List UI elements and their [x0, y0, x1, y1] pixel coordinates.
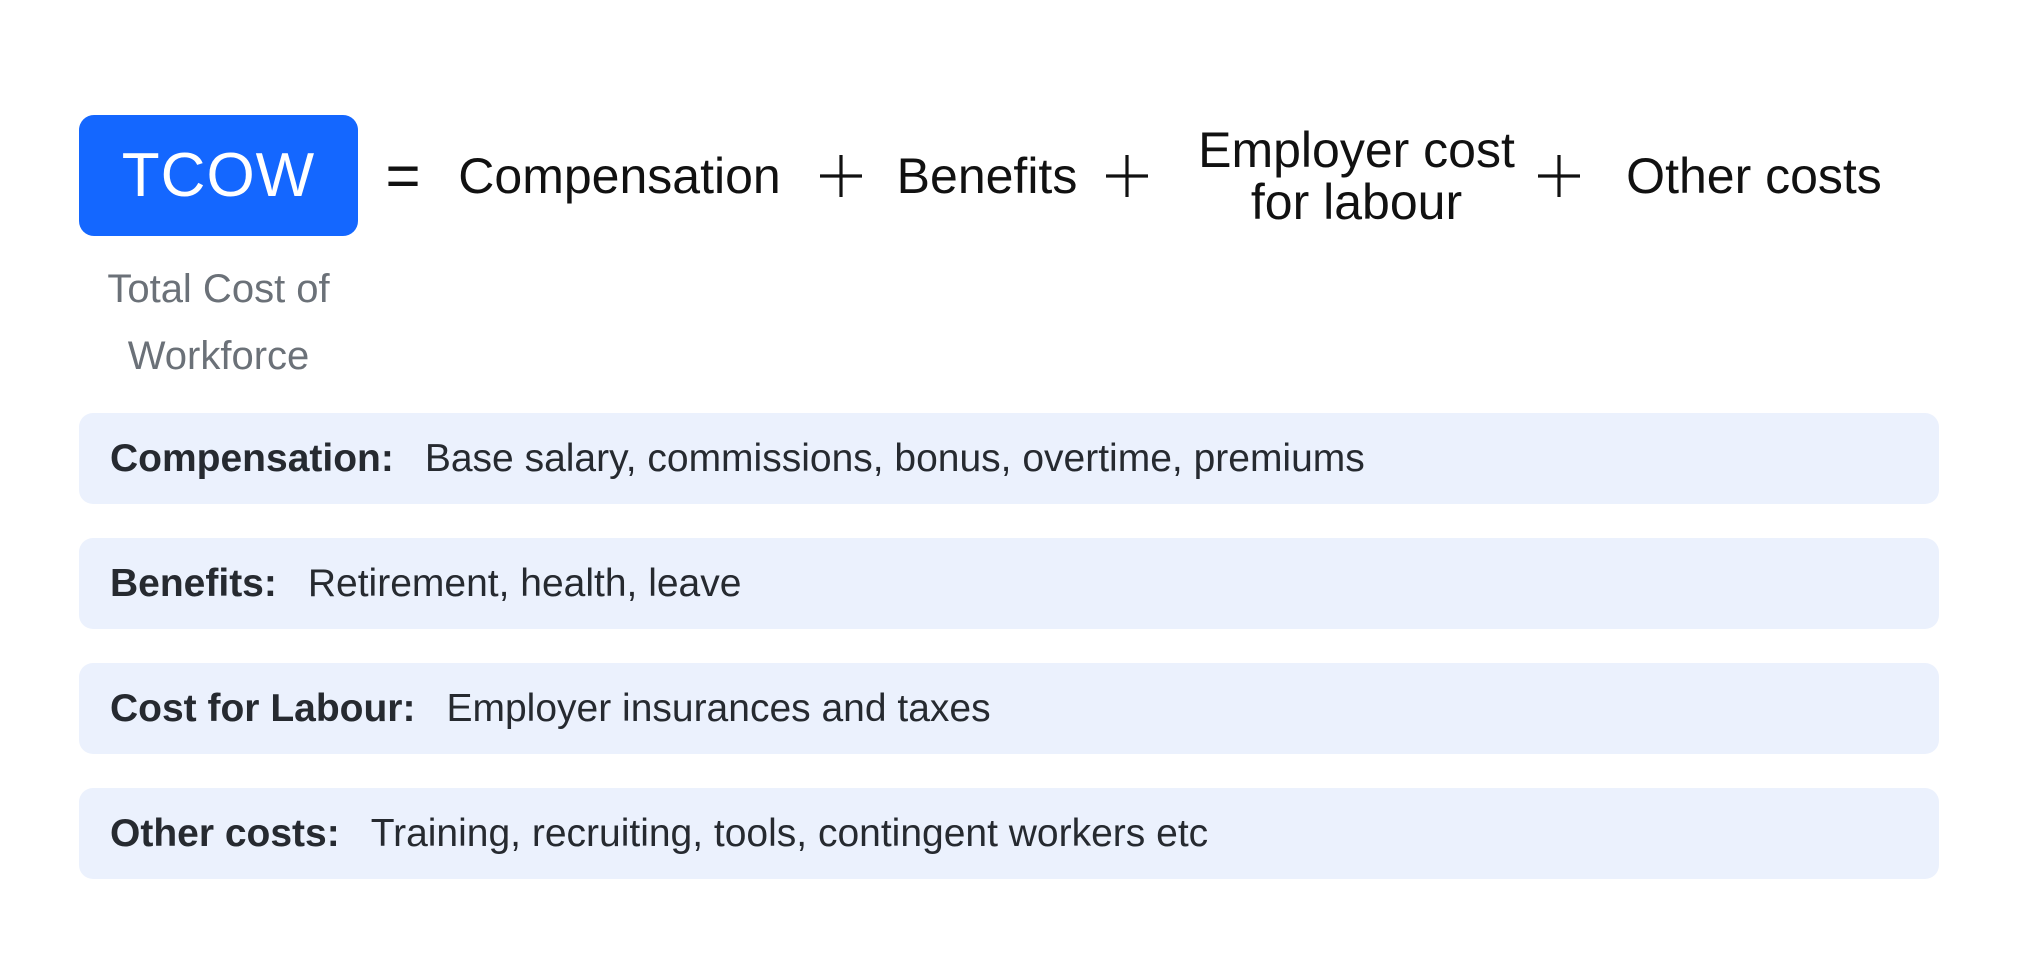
term-employer-cost-for-labour: Employer cost for labour: [1198, 121, 1515, 230]
plus-icon: [816, 115, 866, 236]
equals-sign: =: [385, 142, 421, 209]
definition-label: Compensation:: [110, 436, 394, 480]
term-other-costs: Other costs: [1626, 147, 1882, 204]
term-benefits: Benefits: [896, 147, 1078, 204]
tcow-caption: Total Cost of Workforce: [107, 267, 330, 378]
definition-label: Other costs:: [110, 811, 340, 855]
definition-row-benefits: [79, 538, 1939, 629]
plus-icon: [1534, 115, 1584, 236]
tcow-label: TCOW: [121, 141, 316, 210]
definition-text: Training, recruiting, tools, contingent workers etc: [370, 811, 1209, 855]
definition-text: Base salary, commissions, bonus, overtime, premiums: [424, 436, 1365, 480]
definition-row-other-costs: [79, 788, 1939, 879]
term-compensation: Compensation: [458, 147, 781, 204]
definition-text: Retirement, health, leave: [307, 561, 742, 605]
definition-label: Benefits:: [110, 561, 277, 605]
tcow-equation: [79, 115, 1939, 236]
tcow-box: [79, 115, 358, 236]
definition-row-compensation: [79, 413, 1939, 504]
definition-row-cost-for-labour: [79, 663, 1939, 754]
plus-icon: [1102, 115, 1152, 236]
definitions-list: [79, 413, 1939, 913]
definition-text: Employer insurances and taxes: [446, 686, 991, 730]
definition-label: Cost for Labour:: [110, 686, 416, 730]
